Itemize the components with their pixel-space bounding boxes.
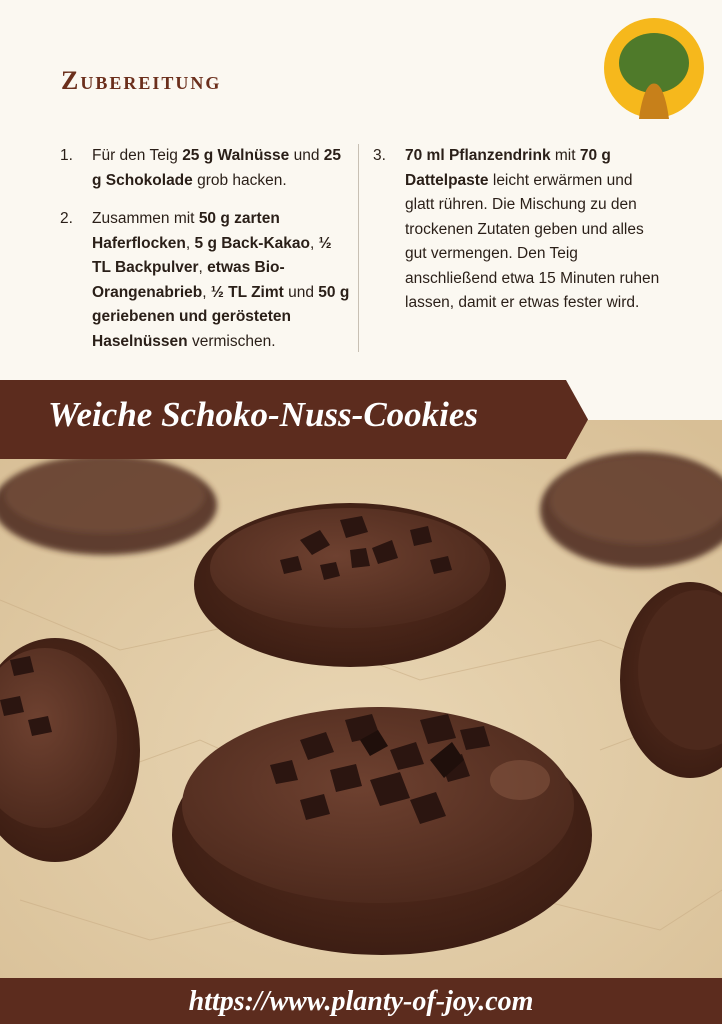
- step-text: [92, 210, 349, 350]
- section-heading: Zubereitung: [61, 66, 222, 95]
- cookies-photo: [0, 420, 722, 978]
- ingredient-text: 70 ml Pflanzendrink: [405, 147, 551, 164]
- ingredient-text: 50 g zarten Haferflocken: [92, 210, 280, 252]
- recipe-title: Weiche Schoko-Nuss-Cookies: [48, 395, 479, 434]
- ingredient-text: ½ TL Zimt: [210, 283, 284, 301]
- instruction-text: mit: [550, 147, 580, 164]
- steps-column-right: [373, 144, 665, 330]
- instruction-text: Zusammen mit: [92, 210, 199, 227]
- ingredient-text: ½ TL Backpulver: [92, 234, 332, 276]
- instruction-text: ,: [309, 234, 319, 252]
- instruction-text: und: [289, 147, 324, 164]
- instruction-text: leicht erwärmen und glatt rühren. Die Mischung zu den trockenen Zutaten geben und alles gut vermengen. Den Teig anschließend etwa 15 Minuten ruhen lassen, damit er etwas fester wird.: [405, 171, 660, 311]
- ingredient-text: 5 g Back-Kakao: [194, 234, 310, 252]
- preparation-steps: [60, 144, 670, 359]
- step-3: [373, 144, 665, 316]
- step-1: [60, 144, 350, 193]
- step-2: [60, 207, 350, 354]
- step-number: 2.: [60, 210, 73, 227]
- ingredient-text: 70 g Dattelpaste: [405, 147, 611, 189]
- ingredient-text: 50 g geriebenen und gerösteten Haselnüssen: [92, 283, 350, 350]
- footer-url[interactable]: https://www.planty-of-joy.com: [188, 986, 534, 1017]
- instruction-text: grob hacken.: [192, 171, 287, 189]
- step-text: [92, 147, 341, 189]
- planty-of-joy-logo-icon: [603, 17, 705, 119]
- instruction-text: Für den Teig: [92, 147, 183, 164]
- instruction-text: und: [283, 283, 319, 301]
- ingredient-text: 25 g Schokolade: [92, 147, 342, 189]
- ingredient-text: etwas Bio-Orangenabrieb: [92, 259, 285, 301]
- instruction-text: vermischen.: [187, 332, 276, 350]
- column-divider: [358, 144, 359, 352]
- instruction-text: ,: [185, 234, 195, 252]
- instruction-text: ,: [198, 259, 208, 276]
- ingredient-text: 25 g Walnüsse: [182, 147, 290, 164]
- step-number: 3.: [373, 147, 386, 164]
- instruction-text: ,: [202, 283, 211, 301]
- steps-column-left: [60, 144, 350, 368]
- step-text: [405, 147, 659, 311]
- step-number: 1.: [60, 147, 73, 164]
